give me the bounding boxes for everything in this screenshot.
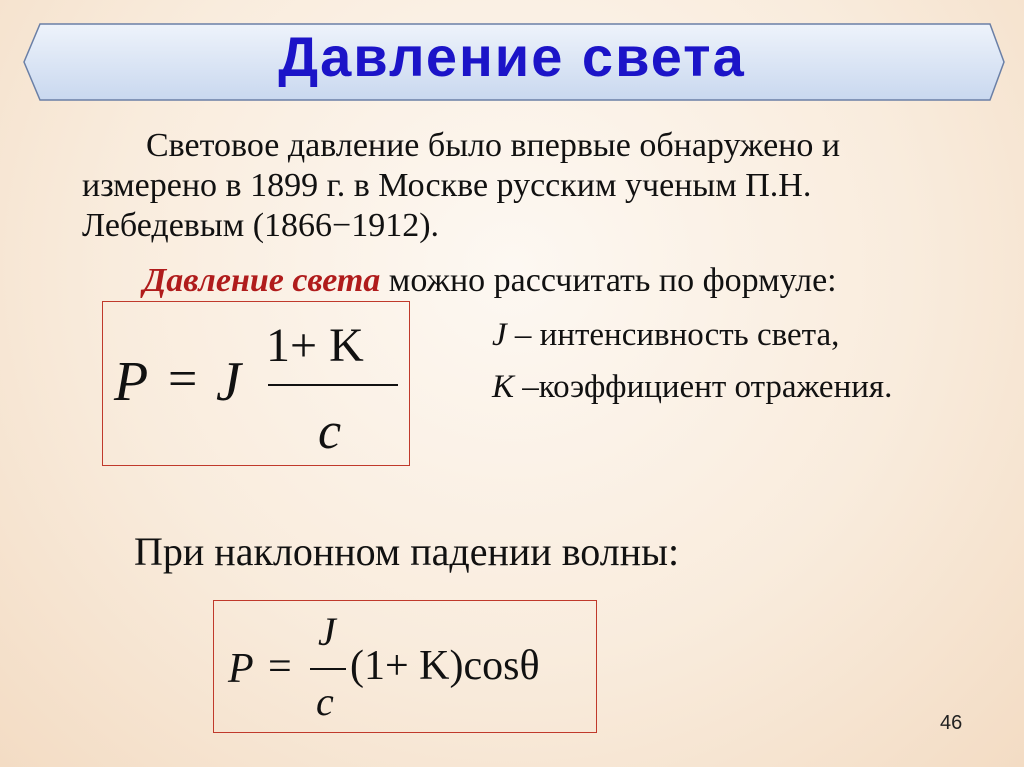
page-number: 46: [940, 712, 963, 734]
formula2-rest: (1+ K)cosθ: [350, 643, 540, 689]
formula2-lhs: P: [228, 646, 254, 692]
intro-paragraph: [82, 126, 982, 246]
formula1-numerator: 1+ K: [266, 319, 364, 372]
formula2-equals: =: [268, 644, 292, 690]
formula1-factor: J: [216, 351, 241, 413]
intro-paragraph-text: Световое давление было впервые обнаружено и измерено в 1899 г. в Москве русским ученым П.Н. Лебедевым (1866−1912).: [82, 127, 841, 244]
formula1-fraction-bar: [268, 384, 398, 386]
formula2-numerator: J: [318, 609, 336, 654]
formula2-denominator: c: [316, 679, 334, 724]
formula-intro-rest: можно рассчитать по формуле:: [380, 262, 837, 299]
definition-reflection-text: –коэффициент отражения.: [514, 369, 893, 405]
formula1-lhs: P: [114, 351, 149, 413]
definition-reflection: [492, 369, 892, 406]
formula-intro: [143, 262, 837, 300]
formula-intro-highlight: Давление света: [143, 262, 381, 299]
definition-intensity-symbol: J: [492, 317, 507, 353]
oblique-heading: При наклонном падении волны:: [134, 529, 680, 574]
formula2-fraction-bar: [310, 668, 346, 670]
definition-intensity: [492, 317, 839, 354]
formula1-equals: =: [168, 351, 198, 408]
definition-intensity-text: – интенсивность света,: [506, 317, 840, 353]
definition-reflection-symbol: K: [492, 369, 515, 405]
formula1-denominator: c: [318, 403, 342, 460]
slide-title: Давление света: [278, 25, 746, 88]
